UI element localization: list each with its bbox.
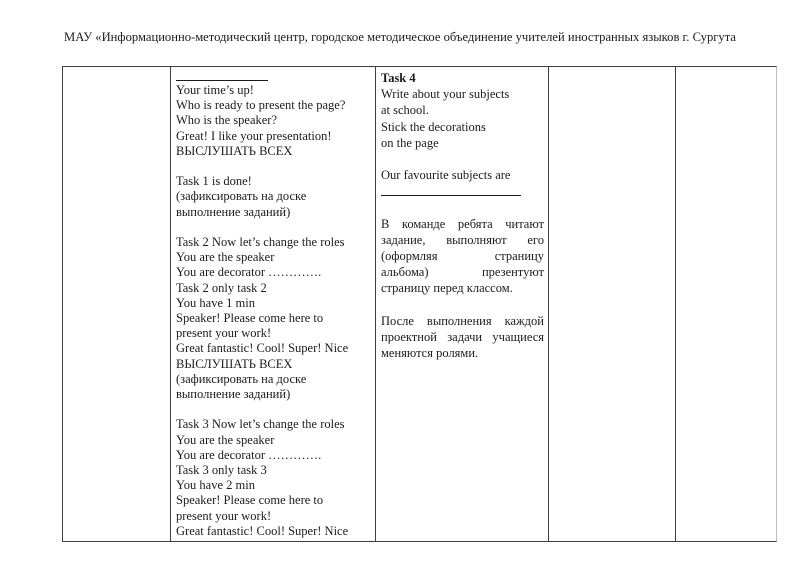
table-cell-empty-right xyxy=(676,67,776,541)
fill-in-blank-rule xyxy=(381,183,521,196)
blank-line xyxy=(381,151,544,167)
text-line: on the page xyxy=(381,135,439,150)
text-line: выполнение заданий) xyxy=(176,204,291,219)
text-line: You are the speaker xyxy=(176,250,275,265)
table-cell-empty-left xyxy=(63,67,171,541)
text-line: present your work! xyxy=(176,508,272,523)
text-line: Stick the decorations xyxy=(381,119,486,134)
text-line: Task 3 Now let’s change the roles xyxy=(176,417,345,432)
text-line: (оформляя страницу xyxy=(381,249,544,264)
text-line: Task 1 is done! xyxy=(176,174,252,189)
text-line: Write about your subjects xyxy=(381,87,510,102)
text-line: Great fantastic! Cool! Super! Nice xyxy=(176,523,349,538)
blank-line xyxy=(176,159,371,174)
blank-line xyxy=(381,297,544,313)
text-line: ВЫСЛУШАТЬ ВСЕХ xyxy=(176,143,293,158)
text-line: Speaker! Please come here to xyxy=(176,493,324,508)
text-line: Who is ready to present the page? xyxy=(176,98,346,113)
blank-line xyxy=(176,402,371,417)
text-line: Who is the speaker? xyxy=(176,113,278,128)
text-line: Task 2 Now let’s change the roles xyxy=(176,235,345,250)
text-line: You are the speaker xyxy=(176,432,275,447)
text-line: Great fantastic! Cool! Super! Nice xyxy=(176,341,349,356)
task4-instruction-lines xyxy=(381,86,544,167)
blank-line xyxy=(176,220,371,235)
text-line: Great! I like your presentation! xyxy=(176,128,332,143)
text-line: (зафиксировать на доске xyxy=(176,189,307,204)
text-line: at school. xyxy=(381,103,429,118)
underline-rule xyxy=(176,70,268,81)
table-cell-empty-mid xyxy=(549,67,676,541)
text-line: альбома) презентуют xyxy=(381,265,544,280)
document-header: МАУ «Информационно-методический центр, городское методическое объединение учителей иностранных языков г. Сургута xyxy=(64,30,736,44)
blank-line xyxy=(381,199,544,215)
text-line: меняются ролями. xyxy=(381,346,479,361)
text-line: задание, выполняют его xyxy=(381,232,544,247)
text-line: ВЫСЛУШАТЬ ВСЕХ xyxy=(176,356,293,371)
task4-russian-paragraph-1 xyxy=(381,199,544,296)
text-line: You are decorator …………. xyxy=(176,265,322,280)
text-line: You have 2 min xyxy=(176,478,255,493)
text-line: Your time’s up! xyxy=(176,83,254,97)
text-line: You are decorator …………. xyxy=(176,447,322,462)
teacher-script-lines xyxy=(176,83,371,539)
lesson-plan-table xyxy=(62,66,777,542)
text-line: После выполнения каждой xyxy=(381,313,544,328)
text-line: Speaker! Please come here to xyxy=(176,311,324,326)
text-line: В команде ребята читают xyxy=(381,216,544,231)
task4-title: Task 4 xyxy=(381,71,416,85)
table-cell-teacher-script xyxy=(171,67,376,541)
text-line: выполнение заданий) xyxy=(176,387,291,402)
table-cell-task4 xyxy=(376,67,549,541)
text-line: present your work! xyxy=(176,326,272,341)
text-line: Task 3 only task 3 xyxy=(176,463,267,478)
text-line: (зафиксировать на доске xyxy=(176,371,307,386)
task4-russian-paragraph-2 xyxy=(381,297,544,362)
text-line: проектной задачи учащиеся xyxy=(381,330,544,345)
task4-prompt: Our favourite subjects are xyxy=(381,168,511,183)
text-line: страницу перед классом. xyxy=(381,281,513,296)
text-line: Task 2 only task 2 xyxy=(176,280,267,295)
text-line: You have 1 min xyxy=(176,295,255,310)
